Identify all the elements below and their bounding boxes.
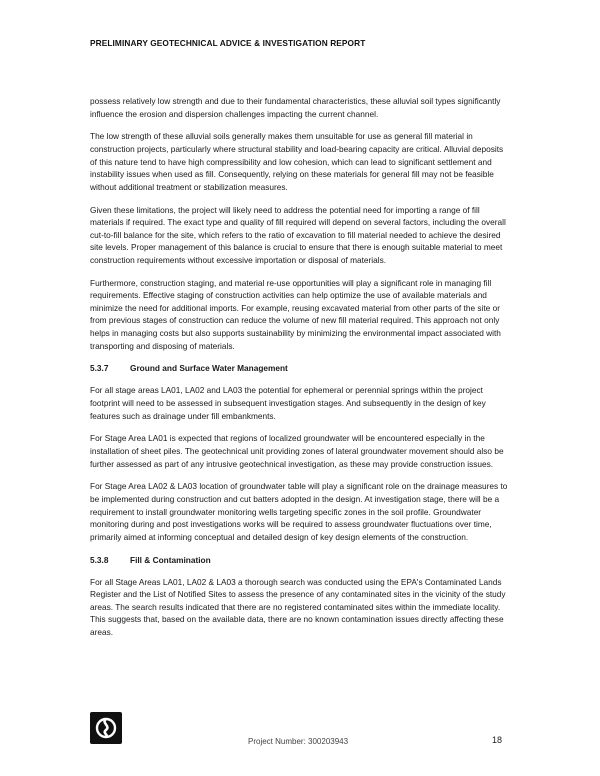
company-logo-icon <box>90 712 122 744</box>
section-heading-fill-contamination <box>90 554 512 566</box>
report-header-title: PRELIMINARY GEOTECHNICAL ADVICE & INVESTIGATION REPORT <box>90 38 366 48</box>
paragraph-contamination-search: For all Stage Areas LA01, LA02 & LA03 a thorough search was conducted using the EPA's Contaminated Lands Register and the List of Notified Sites to assess the presence of any contaminated sites in the vicinity of the study areas. The search results indicated that there are no registered contaminated sites within the immediate locality. This suggests that, based on the available data, there are no known contamination issues directly affecting these areas. <box>90 576 506 637</box>
section-title: Ground and Surface Water Management <box>130 363 288 374</box>
paragraph-fill-suitability: The low strength of these alluvial soils generally makes them unsuitable for use as general fill material in construction projects, particularly where structural stability and load-bearing capacity are critical. Alluvial deposits of this nature tend to have high compressibility and low cohesion, which can lead to significant settlement and instability issues when used as fill. Consequently, relying on these materials for general fill may not be feasible without additional treatment or stabilization measures. <box>90 131 504 192</box>
section-number: 5.3.8 <box>90 554 109 565</box>
section-number: 5.3.7 <box>90 363 109 374</box>
paragraph-la01-groundwater: For Stage Area LA01 is expected that regions of localized groundwater will be encountered especially in the installation of sheet piles. The geotechnical unit providing zones of lateral groundwater movement should also be further assessed as part of any intrusive geotechnical investigation, as these may provide construction issues. <box>90 433 504 469</box>
section-title: Fill & Contamination <box>130 554 211 565</box>
section-heading-water-management <box>90 362 512 374</box>
project-number: Project Number: 300203943 <box>248 737 349 746</box>
paragraph-construction-staging: Furthermore, construction staging, and material re-use opportunities will play a significant role in managing fill requirements. Effective staging of construction activities can help optimize the use of available materials and minimize the need for additional imports. For example, reusing excavated material from other parts of the site or from previous stages of construction can reduce the volume of new fill material required. This approach not only helps in managing costs but also supports sustainability by minimizing the environmental impact associated with transporting and disposing of materials. <box>90 277 501 351</box>
paragraph-alluvial-strength: possess relatively low strength and due to their fundamental characteristics, these alluvial soil types significantly influence the erosion and dispersion challenges impacting the current channel. <box>90 96 501 119</box>
paragraph-fill-import: Given these limitations, the project will likely need to address the potential need for importing a range of fill materials if required. The exact type and quality of fill required will depend on several factors, including the overall cut-to-fill balance for the site, which refers to the ratio of excavation to fill material needed to achieve the desired site levels. Proper management of this balance is crucial to ensure that there is enough suitable material to meet construction requirements without excessive importation or disposal of materials. <box>90 204 506 265</box>
page-number: 18 <box>492 735 503 745</box>
report-body <box>90 95 512 649</box>
paragraph-la02-la03-groundwater: For Stage Area LA02 & LA03 location of groundwater table will play a significant role on the drainage measures to be implemented during construction and cut batters adopted in the design. At investigation stage, there will be a requirement to install groundwater monitoring wells targeting specific zones in the soil profile. Groundwater monitoring during and post investigations works will be required to assess groundwater fluctuations over time, primarily aimed at informing conceptual and detailed design of key design elements of the construction. <box>90 481 508 542</box>
paragraph-springs: For all stage areas LA01, LA02 and LA03 the potential for ephemeral or perennial springs within the project footprint will need to be assessed in subsequent investigation stages. And subsequently in the design of key features such as drainage under fill embankments. <box>90 385 486 421</box>
